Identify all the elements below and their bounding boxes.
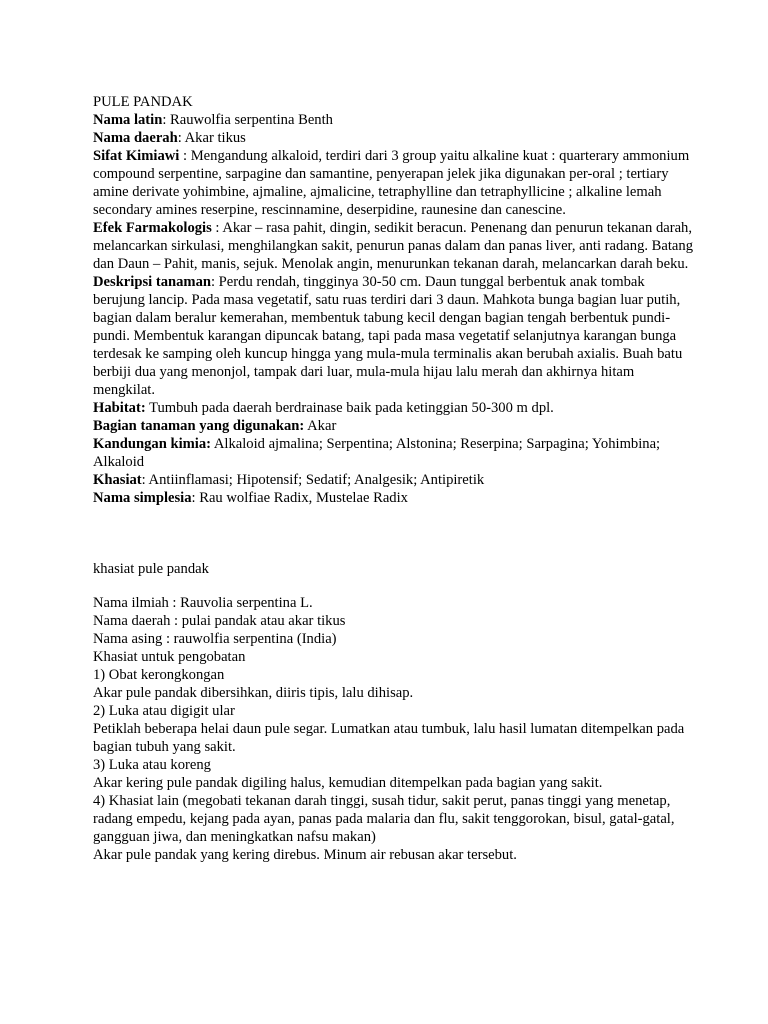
document-page (93, 93, 693, 864)
text-line: Nama ilmiah : Rauvolia serpentina L. (93, 595, 313, 611)
text-line: Nama daerah : pulai pandak atau akar tikus (93, 613, 346, 629)
text-line: Akar pule pandak yang kering direbus. Minum air rebusan akar tersebut. (93, 847, 517, 863)
field-label: Habitat: (93, 400, 146, 416)
text-line: 2) Luka atau digigit ular (93, 703, 235, 719)
field-value: : Akar – rasa pahit, dingin, sedikit beracun. Penenang dan penurun tekanan darah, melancarkan sirkulasi, menghilangkan sakit, penurun panas dalam dan panas liver, anti radang. Batang dan Daun – Pahit, manis, sejuk. Menolak angin, menurunkan tekanan darah, melancarkan darah beku. (93, 220, 693, 272)
field-label: Khasiat (93, 472, 142, 488)
field-value: : Akar tikus (177, 130, 246, 146)
spacer (93, 507, 693, 560)
field-label: Sifat Kimiawi (93, 148, 180, 164)
field-value: : Antiinflamasi; Hipotensif; Sedatif; Analgesik; Antipiretik (141, 472, 485, 488)
section-title: khasiat pule pandak (93, 561, 209, 577)
nama-simplesia (93, 489, 693, 507)
habitat (93, 399, 693, 417)
field-label: Kandungan kimia: (93, 436, 212, 452)
field-label: Bagian tanaman yang digunakan: (93, 418, 305, 434)
field-label: Nama daerah (93, 130, 178, 146)
bagian-tanaman (93, 417, 693, 435)
kandungan-kimia (93, 435, 693, 471)
field-label: Nama simplesia (93, 490, 192, 506)
nama-latin (93, 111, 693, 129)
sifat-kimiawi (93, 147, 693, 219)
field-value: Tumbuh pada daerah berdrainase baik pada ketinggian 50-300 m dpl. (145, 400, 554, 416)
field-value: Akar (304, 418, 337, 434)
deskripsi-tanaman (93, 273, 693, 399)
field-label: Nama latin (93, 112, 163, 128)
section-pule-pandak (93, 93, 693, 507)
field-label: Efek Farmakologis (93, 220, 212, 236)
nama-daerah (93, 129, 693, 147)
field-value: Alkaloid ajmalina; Serpentina; Alstonina; Reserpina; Sarpagina; Yohimbina; Alkaloid (93, 436, 661, 470)
section-khasiat (93, 560, 693, 864)
text-line: Akar pule pandak dibersihkan, diiris tipis, lalu dihisap. (93, 685, 414, 701)
text-line: 1) Obat kerongkongan (93, 667, 225, 683)
section-title: PULE PANDAK (93, 94, 193, 110)
field-value: : Rauwolfia serpentina Benth (162, 112, 333, 128)
field-value: : Rau wolfiae Radix, Mustelae Radix (191, 490, 408, 506)
khasiat (93, 471, 693, 489)
text-line: Petiklah beberapa helai daun pule segar. Lumatkan atau tumbuk, lalu hasil lumatan ditempelkan pada bagian tubuh yang sakit. (93, 721, 685, 755)
text-line: Akar kering pule pandak digiling halus, kemudian ditempelkan pada bagian yang sakit. (93, 775, 603, 791)
text-line: Khasiat untuk pengobatan (93, 649, 246, 665)
field-value: : Perdu rendah, tingginya 30-50 cm. Daun tunggal berbentuk anak tombak berujung lancip. Pada masa vegetatif, satu ruas terdiri dari 3 daun. Mahkota bunga bagian luar putih, bagian dalam beralur kemerahan, membentuk tabung kecil dengan bagian tengah berbentuk pundi-pundi. Membentuk karangan dipuncak batang, tapi pada masa vegetatif selanjutnya karangan bunga terdesak ke samping oleh kuncup hingga yang mula-mula terminalis akan berubah axialis. Buah batu berbiji dua yang menonjol, tampak dari luar, mula-mula hijau lalu merah dan akhirnya hitam mengkilat. (93, 274, 683, 398)
field-label: Deskripsi tanaman (93, 274, 211, 290)
text-line: Nama asing : rauwolfia serpentina (India) (93, 631, 337, 647)
field-value: : Mengandung alkaloid, terdiri dari 3 group yaitu alkaline kuat : quarterary ammonium compound serpentine, sarpagine dan samantine, penyerapan jelek jika digunakan per-oral ; tertiary amine derivate yohimbine, ajmaline, ajmalicine, tetraphylline dan tetraphyllicine ; alkaline lemah secondary amines reserpine, rescinnamine, deserpidine, raunesine dan canescine. (93, 148, 690, 218)
spacer (93, 578, 693, 594)
efek-farmakologis (93, 219, 693, 273)
text-line: 3) Luka atau koreng (93, 757, 211, 773)
text-line: 4) Khasiat lain (megobati tekanan darah tinggi, susah tidur, sakit perut, panas tinggi yang menetap, radang empedu, kejang pada ayan, panas pada malaria dan flu, sakit tenggorokan, bisul, gatal-gatal, gangguan jiwa, dan meningkatkan nafsu makan) (93, 793, 675, 845)
